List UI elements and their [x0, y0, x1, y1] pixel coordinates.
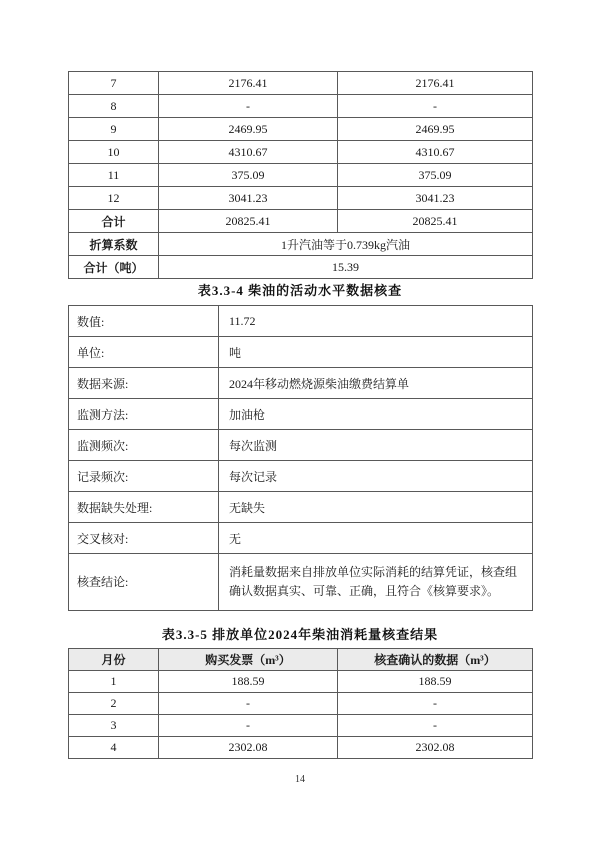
verified-cell: 188.59: [338, 671, 533, 693]
invoice-cell: 188.59: [159, 671, 338, 693]
total-row: [69, 210, 533, 233]
table-row: [69, 693, 533, 715]
table-3-3-4-title: 表3.3-4 柴油的活动水平数据核查: [197, 283, 403, 298]
field-value: 无: [219, 523, 533, 554]
verified-cell: -: [338, 95, 533, 118]
table-row: [69, 715, 533, 737]
invoice-cell: 3041.23: [159, 187, 338, 210]
total-label: 合计: [69, 210, 159, 233]
verified-cell: 2176.41: [338, 72, 533, 95]
month-header: 月份: [69, 649, 159, 671]
total-tons-value: 15.39: [159, 256, 533, 279]
field-label: 监测方法:: [69, 399, 219, 430]
table-row: [69, 72, 533, 95]
verified-cell: 2469.95: [338, 118, 533, 141]
table-row: [69, 141, 533, 164]
month-cell: 3: [69, 715, 159, 737]
gasoline-monthly-table: [68, 71, 533, 279]
table-3-3-5-title: 表3.3-5 排放单位2024年柴油消耗量核查结果: [161, 627, 439, 642]
diesel-consumption-table: [68, 648, 533, 759]
field-value: 每次监测: [219, 430, 533, 461]
month-cell: 11: [69, 164, 159, 187]
field-value: 消耗量数据来自排放单位实际消耗的结算凭证，核查组确认数据真实、可靠、正确，且符合《核算要求》。: [219, 554, 533, 611]
header-row: [69, 649, 533, 671]
invoice-cell: -: [159, 95, 338, 118]
verified-cell: 3041.23: [338, 187, 533, 210]
month-cell: 2: [69, 693, 159, 715]
total-verified-cell: 20825.41: [338, 210, 533, 233]
verified-cell: -: [338, 715, 533, 737]
field-value: 吨: [219, 337, 533, 368]
table-row: [69, 164, 533, 187]
month-cell: 10: [69, 141, 159, 164]
month-cell: 4: [69, 737, 159, 759]
table-row: [69, 671, 533, 693]
invoice-header: 购买发票（m³）: [159, 649, 338, 671]
verified-cell: 375.09: [338, 164, 533, 187]
table-row: [69, 95, 533, 118]
month-cell: 8: [69, 95, 159, 118]
conversion-factor-value: 1升汽油等于0.739kg汽油: [159, 233, 533, 256]
field-value: 无缺失: [219, 492, 533, 523]
table-row: [69, 399, 533, 430]
field-label: 记录频次:: [69, 461, 219, 492]
invoice-cell: 2469.95: [159, 118, 338, 141]
verified-cell: -: [338, 693, 533, 715]
field-label: 监测频次:: [69, 430, 219, 461]
total-tons-row: [69, 256, 533, 279]
table-row: [69, 737, 533, 759]
invoice-cell: 4310.67: [159, 141, 338, 164]
month-cell: 7: [69, 72, 159, 95]
conversion-factor-label: 折算系数: [69, 233, 159, 256]
total-invoice-cell: 20825.41: [159, 210, 338, 233]
table-row: [69, 492, 533, 523]
invoice-cell: 375.09: [159, 164, 338, 187]
verified-header: 核查确认的数据（m³）: [338, 649, 533, 671]
diesel-activity-table: [68, 305, 533, 611]
field-label: 交叉核对:: [69, 523, 219, 554]
field-value: 2024年移动燃烧源柴油缴费结算单: [219, 368, 533, 399]
field-label: 单位:: [69, 337, 219, 368]
table-row: [69, 187, 533, 210]
invoice-cell: -: [159, 693, 338, 715]
conclusion-row: [69, 554, 533, 611]
table-row: [69, 461, 533, 492]
verified-cell: 2302.08: [338, 737, 533, 759]
total-tons-label: 合计（吨）: [69, 256, 159, 279]
field-value: 每次记录: [219, 461, 533, 492]
month-cell: 9: [69, 118, 159, 141]
field-label: 数据来源:: [69, 368, 219, 399]
field-value: 加油枪: [219, 399, 533, 430]
table-row: [69, 430, 533, 461]
conversion-factor-row: [69, 233, 533, 256]
table-row: [69, 306, 533, 337]
page-number: 14: [295, 774, 305, 785]
invoice-cell: 2302.08: [159, 737, 338, 759]
field-label: 数据缺失处理:: [69, 492, 219, 523]
invoice-cell: -: [159, 715, 338, 737]
field-label: 数值:: [69, 306, 219, 337]
table-row: [69, 368, 533, 399]
table-row: [69, 337, 533, 368]
table-row: [69, 523, 533, 554]
field-label: 核查结论:: [69, 554, 219, 611]
verified-cell: 4310.67: [338, 141, 533, 164]
field-value: 11.72: [219, 306, 533, 337]
month-cell: 12: [69, 187, 159, 210]
invoice-cell: 2176.41: [159, 72, 338, 95]
table-row: [69, 118, 533, 141]
month-cell: 1: [69, 671, 159, 693]
